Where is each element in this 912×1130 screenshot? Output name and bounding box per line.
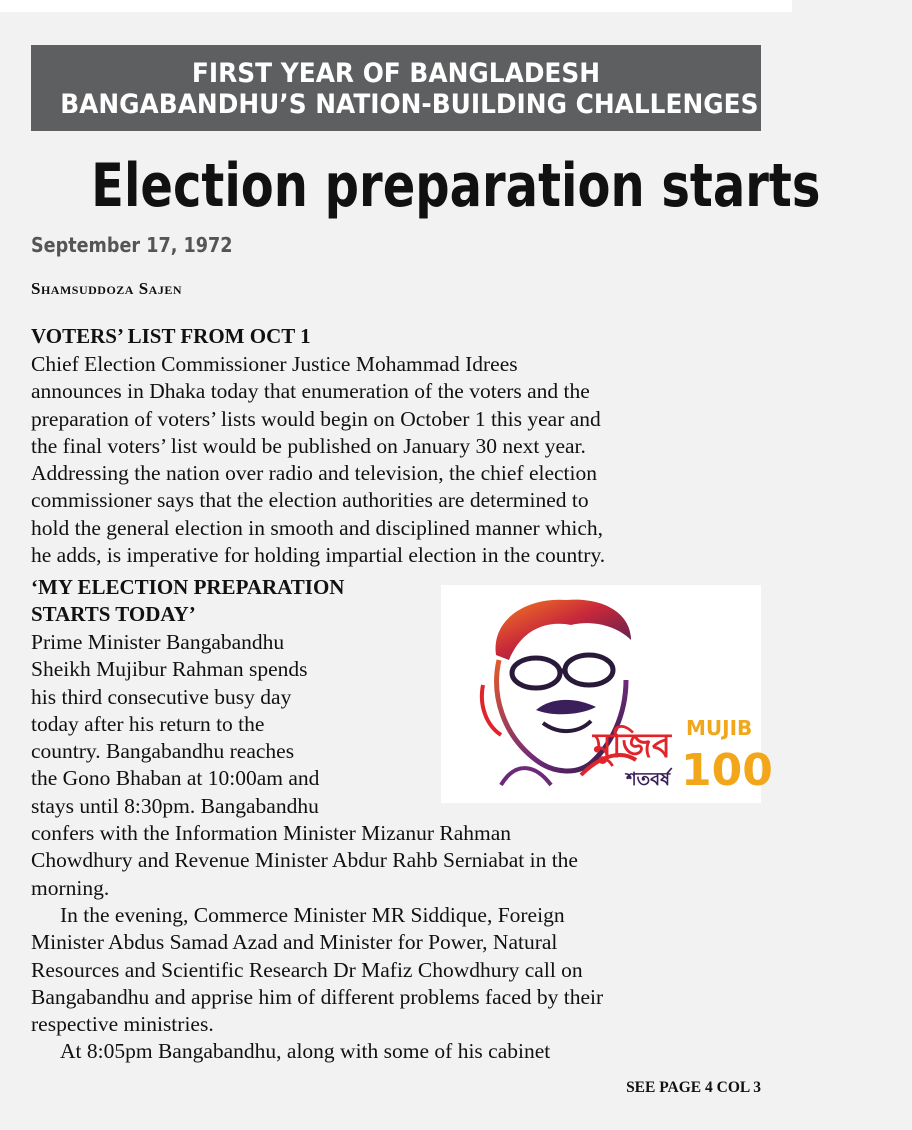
body-line: Sheikh Mujibur Rahman spends — [31, 657, 308, 682]
section-heading-election-preparation: ‘MY ELECTION PREPARATION STARTS TODAY’ — [31, 575, 345, 626]
logo-bangla-name: মুজিব — [593, 726, 671, 766]
body-line: preparation of voters’ lists would begin on October 1 this year and — [31, 406, 601, 431]
body-line: the final voters’ list would be published on January 30 next year. — [31, 433, 586, 458]
headline: Election preparation starts — [91, 151, 821, 221]
body-line: country. Bangabandhu reaches — [31, 739, 295, 764]
logo-number: 100 — [681, 745, 773, 796]
body-line: hold the general election in smooth and disciplined manner which, — [31, 515, 603, 540]
body-line: Minister Abdus Samad Azad and Minister for Power, Natural — [31, 930, 558, 955]
mujib-100-logo — [441, 585, 773, 803]
body-line: Prime Minister Bangabandhu — [31, 630, 285, 654]
body-line: respective ministries. — [31, 1012, 214, 1037]
body-line: stays until 8:30pm. Bangabandhu — [31, 793, 319, 818]
logo-bangla-century: শতবর্ষ — [626, 769, 671, 790]
section-heading-voters-list: VOTERS’ LIST FROM OCT 1 — [31, 324, 311, 348]
body-line: announces in Dhaka today that enumeration of the voters and the — [31, 379, 590, 404]
body-line: commissioner says that the election authorities are determined to — [31, 488, 589, 513]
body-line: Bangabandhu and apprise him of different problems faced by their — [31, 984, 604, 1009]
body-line: In the evening, Commerce Minister MR Siddique, Foreign — [60, 902, 565, 927]
mujib-portrait-illustration — [441, 585, 773, 803]
page-top-margin — [0, 0, 792, 12]
section1-body — [31, 351, 605, 569]
body-line: he adds, is imperative for holding impartial election in the country. — [31, 543, 606, 568]
series-banner — [31, 45, 761, 131]
byline: Shamsuddoza Sajen — [31, 279, 182, 298]
body-line: his third consecutive busy day — [31, 684, 292, 709]
body-line: At 8:05pm Bangabandhu, along with some of his cabinet — [60, 1039, 551, 1064]
dateline: September 17, 1972 — [31, 233, 233, 257]
body-line: today after his return to the — [31, 711, 265, 736]
continuation-note: SEE PAGE 4 COL 3 — [626, 1079, 761, 1096]
body-line: confers with the Information Minister Mizanur Rahman — [31, 821, 512, 846]
body-line: morning. — [31, 875, 110, 900]
body-line: Addressing the nation over radio and television, the chief election — [31, 461, 597, 486]
banner-line-2: BANGABANDHU’S NATION-BUILDING CHALLENGES — [60, 89, 759, 120]
body-line: Chief Election Commissioner Justice Mohammad Idrees — [31, 352, 518, 376]
body-line: Resources and Scientific Research Dr Mafiz Chowdhury call on — [31, 957, 583, 982]
body-line: Chowdhury and Revenue Minister Abdur Rahb Serniabat in the — [31, 848, 578, 873]
logo-latin-name: MUJIB — [686, 716, 753, 740]
body-line: the Gono Bhaban at 10:00am and — [31, 766, 320, 791]
banner-line-1: FIRST YEAR OF BANGLADESH — [191, 58, 601, 89]
